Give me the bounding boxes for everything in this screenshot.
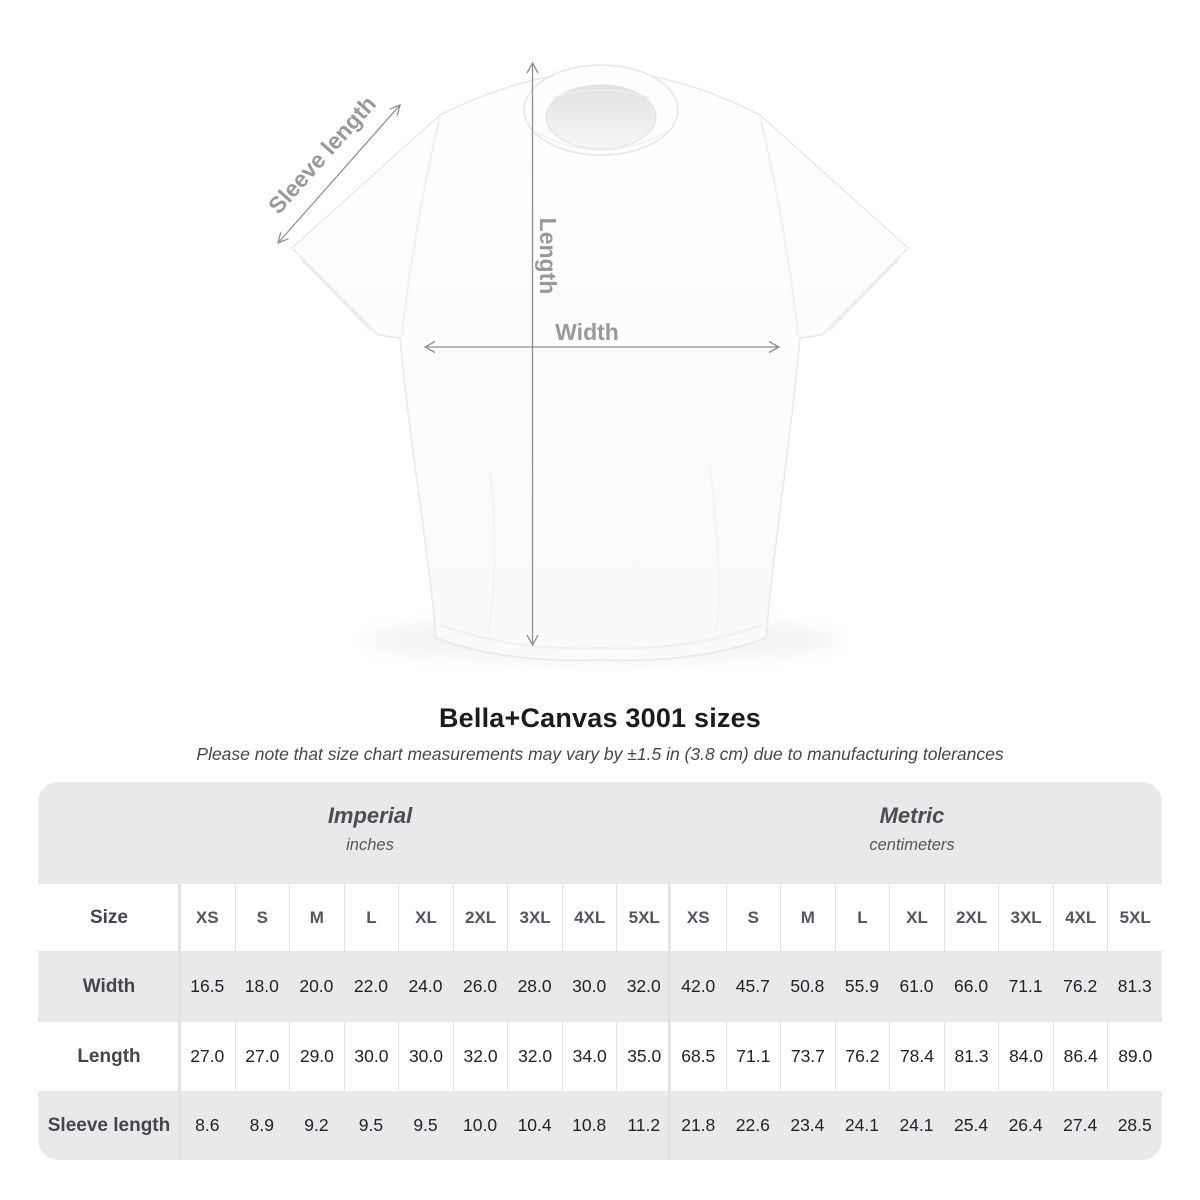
sleeve-value-cell: 10.4 (517, 1115, 552, 1135)
size-header-cell: 2XL (453, 884, 508, 951)
tshirt-graphic (292, 65, 908, 660)
width-value-cell: 71.1 (1008, 976, 1043, 996)
metric-section-header (869, 803, 954, 855)
width-label: Width (555, 319, 619, 345)
size-header-cell: 4XL (1053, 884, 1108, 951)
sleeve-value-cell: 26.4 (1008, 1115, 1043, 1135)
sleeve-value-cell: 24.1 (899, 1115, 934, 1135)
tolerance-note: Please note that size chart measurements may vary by ±1.5 in (3.8 cm) due to manufacturing tolerances (196, 744, 1004, 764)
table-row-width (38, 951, 1162, 1022)
sleeve-value-cell: 27.4 (1063, 1115, 1098, 1135)
sleeve-value-cell: 23.4 (790, 1115, 825, 1135)
width-value-cell: 81.3 (1117, 976, 1152, 996)
row-label-size: Size (89, 906, 129, 928)
width-value-cell: 28.0 (517, 976, 552, 996)
size-header-cell: S (726, 884, 781, 951)
width-value-cell: 61.0 (899, 976, 934, 996)
length-value-cell: 35.0 (616, 1022, 671, 1091)
sleeve-value-cell: 9.2 (304, 1115, 329, 1135)
length-value-cell: 34.0 (562, 1022, 617, 1091)
length-label: Length (535, 217, 561, 295)
size-header-cell: XL (889, 884, 944, 951)
length-value-cell: 86.4 (1053, 1022, 1108, 1091)
sleeve-value-cell: 28.5 (1117, 1115, 1152, 1135)
page-title: Bella+Canvas 3001 sizes (438, 703, 762, 733)
length-value-cell: 76.2 (835, 1022, 890, 1091)
size-header-cell: XS (686, 907, 710, 927)
sleeve-value-cell: 8.9 (249, 1115, 274, 1135)
row-label-length: Length (77, 1045, 141, 1067)
imperial-metric-divider (668, 884, 671, 1160)
size-header-cell: S (235, 884, 290, 951)
row-label-width: Width (82, 975, 136, 997)
sleeve-value-cell: 21.8 (681, 1115, 716, 1135)
width-value-cell: 24.0 (408, 976, 443, 996)
size-header-cell: 5XL (1107, 884, 1162, 951)
width-value-cell: 42.0 (681, 976, 716, 996)
metric-unit-label: centimeters (869, 836, 955, 854)
metric-label: Metric (879, 803, 945, 828)
length-value-cell: 73.7 (780, 1022, 835, 1091)
width-value-cell: 30.0 (572, 976, 607, 996)
size-header-cell: L (835, 884, 890, 951)
size-header-cell: XS (195, 907, 219, 927)
imperial-section-header (328, 803, 412, 855)
length-value-cell: 29.0 (289, 1022, 344, 1091)
table-header-band (38, 782, 1162, 884)
sleeve-value-cell: 11.2 (627, 1115, 661, 1135)
size-header-cell: 2XL (944, 884, 999, 951)
size-header-cell: L (344, 884, 399, 951)
length-value-cell: 71.1 (726, 1022, 781, 1091)
length-value-cell: 32.0 (507, 1022, 562, 1091)
width-value-cell: 66.0 (954, 976, 989, 996)
width-value-cell: 26.0 (463, 976, 498, 996)
size-header-cell: M (780, 884, 835, 951)
length-value-cell: 30.0 (398, 1022, 453, 1091)
width-value-cell: 18.0 (244, 976, 279, 996)
sleeve-value-cell: 10.0 (463, 1115, 498, 1135)
width-value-cell: 50.8 (790, 976, 825, 996)
sleeve-value-cell: 10.8 (572, 1115, 607, 1135)
length-value-cell: 68.5 (681, 1046, 716, 1066)
length-value-cell: 89.0 (1107, 1022, 1162, 1091)
sleeve-value-cell: 9.5 (358, 1115, 384, 1135)
sleeve-value-cell: 8.6 (195, 1115, 220, 1135)
size-header-cell: 3XL (507, 884, 562, 951)
table-row-sleeve-length (38, 1091, 1162, 1160)
imperial-label: Imperial (327, 803, 413, 828)
size-header-cell: XL (398, 884, 453, 951)
size-header-cell: 5XL (616, 884, 671, 951)
width-value-cell: 76.2 (1063, 976, 1098, 996)
table-row-length (38, 1022, 1162, 1091)
size-header-cell: 3XL (998, 884, 1053, 951)
imperial-unit-label: inches (346, 836, 394, 854)
sleeve-value-cell: 9.5 (413, 1115, 438, 1135)
width-value-cell: 55.9 (844, 976, 879, 996)
sleeve-length-label: Sleeve length (263, 90, 382, 219)
width-value-cell: 20.0 (299, 976, 334, 996)
sleeve-value-cell: 24.1 (844, 1115, 879, 1135)
width-value-cell: 32.0 (626, 976, 661, 996)
label-column-divider (178, 884, 181, 1160)
length-value-cell: 32.0 (453, 1022, 508, 1091)
length-value-cell: 84.0 (998, 1022, 1053, 1091)
size-header-cell: M (289, 884, 344, 951)
width-value-cell: 16.5 (190, 976, 225, 996)
length-value-cell: 27.0 (190, 1046, 225, 1066)
sleeve-value-cell: 22.6 (735, 1115, 770, 1135)
width-value-cell: 22.0 (353, 976, 388, 996)
row-label-sleeve-length: Sleeve length (47, 1114, 171, 1136)
length-value-cell: 30.0 (344, 1022, 399, 1091)
tshirt-measurement-diagram (240, 40, 960, 680)
length-value-cell: 78.4 (889, 1022, 944, 1091)
length-value-cell: 27.0 (235, 1022, 290, 1091)
size-chart-table (38, 782, 1162, 1160)
width-value-cell: 45.7 (735, 976, 770, 996)
sleeve-value-cell: 25.4 (954, 1115, 989, 1135)
table-row-sizes (38, 884, 1162, 951)
size-header-cell: 4XL (562, 884, 617, 951)
length-value-cell: 81.3 (944, 1022, 999, 1091)
